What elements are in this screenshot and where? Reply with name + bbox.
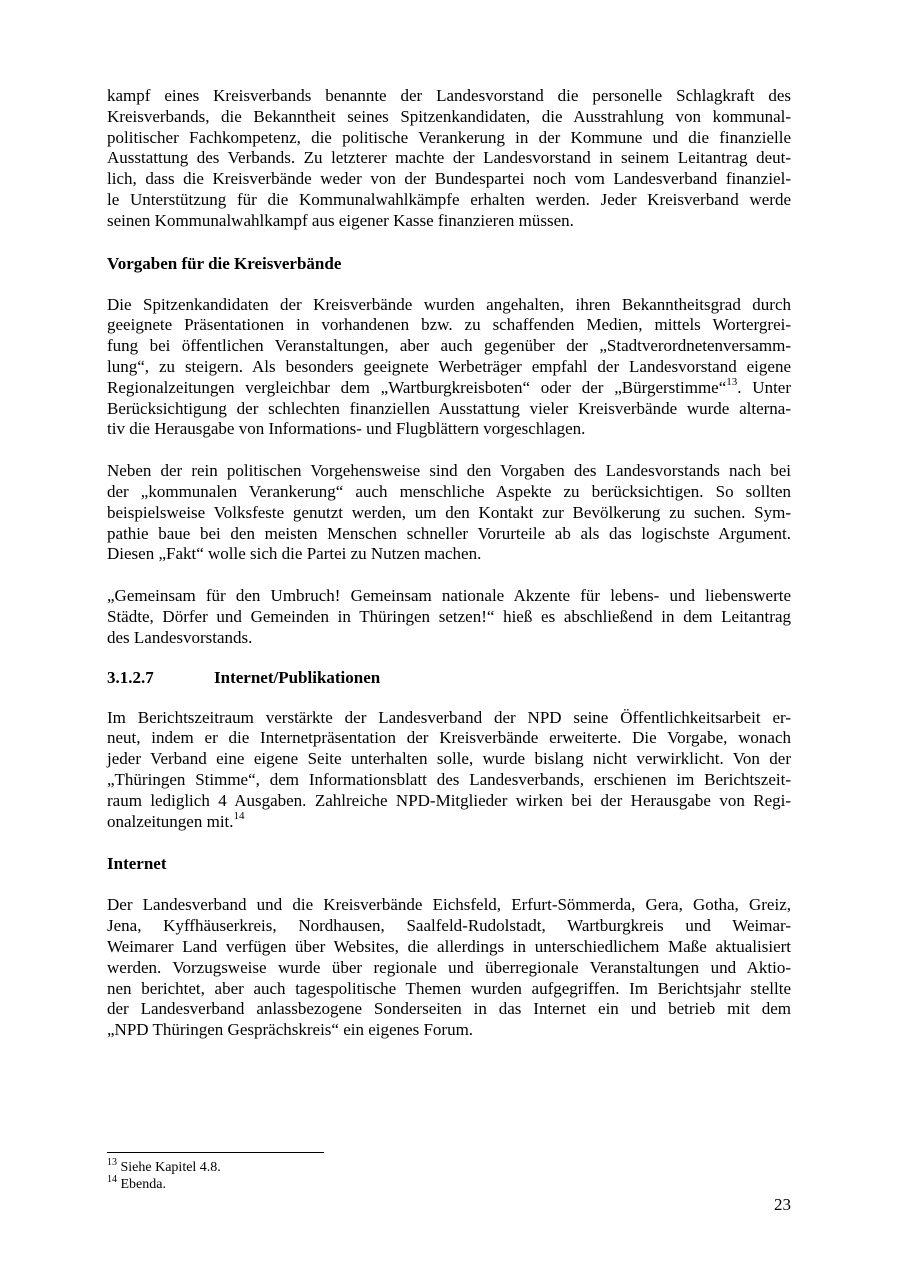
text-line: kampf eines Kreisverbands benannte der Landesvorstand die personelle Schlagkraft des bbox=[107, 86, 791, 105]
paragraph-menschliche-aspekte bbox=[107, 461, 791, 565]
text-line: neut, indem er die Internetpräsentation der Kreisverbände erweiterte. Die Vorgabe, wonach bbox=[107, 728, 791, 748]
footnotes bbox=[107, 1159, 507, 1193]
paragraph-internet bbox=[107, 895, 791, 1041]
text-line: geeignete Präsentationen in vorhandenen bzw. zu schaffenden Medien, mittels Wortergrei- bbox=[107, 315, 791, 335]
text-line: nen berichtet, aber auch tagespolitische Themen wurden aufgegriffen. Im Berichtsjahr stellte bbox=[107, 978, 791, 998]
paragraph-spitzenkandidaten bbox=[107, 295, 791, 441]
text-line: des Landesvorstands. bbox=[107, 627, 253, 647]
document-body bbox=[107, 86, 791, 1041]
text-line: lung“, zu steigern. Als besonders geeignete Werbeträger empfahl der Landesvorstand eigene bbox=[107, 356, 791, 376]
footnote-text: Ebenda. bbox=[120, 1177, 166, 1192]
subheading-internet: Internet bbox=[107, 854, 167, 874]
text-line: lich, dass die Kreisverbände weder von der Bundespartei noch vom Landesverband finanziel- bbox=[107, 169, 791, 189]
section-title: Internet/Publikationen bbox=[214, 667, 381, 687]
text-line: Städte, Dörfer und Gemeinden in Thüringen setzen!“ hieß es abschließend in dem Leitantrag bbox=[107, 606, 791, 626]
text-line: werden. Vorzugsweise wurde über regionale und überregionale Veranstaltungen und Aktio- bbox=[107, 957, 791, 977]
text-line: fung bei öffentlichen Veranstaltungen, aber auch gegenüber der „Stadtverordnetenversamm- bbox=[107, 336, 791, 356]
text-line: „NPD Thüringen Gesprächskreis“ ein eigenes Forum. bbox=[107, 1020, 474, 1040]
text-line: Diesen „Fakt“ wolle sich die Partei zu Nutzen machen. bbox=[107, 544, 482, 564]
text-line: „Thüringen Stimme“, dem Informationsblatt des Landesverbands, erschienen im Berichtszeit- bbox=[107, 769, 791, 789]
text-fragment: . Unter bbox=[737, 377, 791, 397]
text-line: Weimarer Land verfügen über Websites, die allerdings in unterschiedlichem Maße aktualisiert bbox=[107, 936, 791, 956]
footnote-14 bbox=[107, 1176, 507, 1193]
footnote-separator bbox=[107, 1152, 324, 1153]
text-line: Kreisverbands, die Bekanntheit seines Spitzenkandidaten, die Ausstrahlung von kommunal- bbox=[107, 106, 791, 126]
footnote-text: Siehe Kapitel 4.8. bbox=[120, 1160, 221, 1175]
text-line: jeder Verband eine eigene Seite unterhalten solle, wurde bislang nicht verwirklicht. Von der bbox=[107, 749, 791, 769]
paragraph-publikationen bbox=[107, 708, 791, 833]
text-fragment: Regionalzeitungen vergleichbar dem „Wartburgkreisboten“ oder der „Bürgerstimme“ bbox=[107, 377, 727, 397]
paragraph-leitantrag-quote bbox=[107, 586, 791, 648]
text-line: der Landesverband anlassbezogene Sonderseiten in das Internet ein und betrieb mit dem bbox=[107, 999, 791, 1019]
footnote-ref-13[interactable]: 13 bbox=[726, 376, 738, 389]
text-line: beispielsweise Volksfeste genutzt werden, um den Kontakt zur Bevölkerung zu suchen. Sym- bbox=[107, 502, 791, 522]
text-line bbox=[107, 378, 791, 399]
text-line: le Unterstützung für die Kommunalwahlkämpfe erhalten werden. Jeder Kreisverband werde bbox=[107, 189, 791, 209]
text-line: Die Spitzenkandidaten der Kreisverbände wurden angehalten, ihren Bekanntheitsgrad durch bbox=[107, 294, 791, 314]
text-line: der „kommunalen Verankerung“ auch menschliche Aspekte zu berücksichtigen. So sollten bbox=[107, 481, 791, 501]
footnote-ref-14[interactable]: 14 bbox=[233, 809, 245, 822]
text-line: tiv die Herausgabe von Informations- und Flugblättern vorgeschlagen. bbox=[107, 419, 586, 439]
page-number: 23 bbox=[774, 1195, 791, 1214]
subheading-vorgaben: Vorgaben für die Kreisverbände bbox=[107, 253, 342, 273]
paragraph-kreisverband-criteria bbox=[107, 86, 791, 232]
section-number: 3.1.2.7 bbox=[107, 667, 154, 687]
text-line: pathie baue bei den meisten Menschen schneller Vorurteile ab als das logischste Argument. bbox=[107, 523, 791, 543]
text-line: Berücksichtigung der schlechten finanziellen Ausstattung vieler Kreisverbände wurde alterna- bbox=[107, 398, 791, 418]
text-line: „Gemeinsam für den Umbruch! Gemeinsam nationale Akzente für lebens- und liebenswerte bbox=[107, 586, 791, 606]
section-heading bbox=[107, 667, 791, 688]
text-line: Neben der rein politischen Vorgehensweise sind den Vorgaben des Landesvorstands nach bei bbox=[107, 461, 791, 481]
text-line bbox=[107, 809, 791, 833]
text-line: Ausstattung des Verbands. Zu letzterer machte der Landesvorstand in seinem Leitantrag deut- bbox=[107, 148, 791, 168]
footnote-13 bbox=[107, 1159, 507, 1176]
footnote-number: 13 bbox=[107, 1157, 117, 1169]
footnote-number: 14 bbox=[107, 1174, 117, 1186]
text-line: Der Landesverband und die Kreisverbände Eichsfeld, Erfurt-Sömmerda, Gera, Gotha, Greiz, bbox=[107, 895, 791, 915]
text-line: seinen Kommunalwahlkampf aus eigener Kasse finanzieren müssen. bbox=[107, 210, 574, 230]
text-fragment: onalzeitungen mit. bbox=[107, 811, 234, 831]
text-line: Jena, Kyffhäuserkreis, Nordhausen, Saalfeld-Rudolstadt, Wartburgkreis und Weimar- bbox=[107, 916, 791, 936]
text-line: Im Berichtszeitraum verstärkte der Landesverband der NPD seine Öffentlichkeitsarbeit er- bbox=[107, 707, 791, 727]
text-line: politischer Fachkompetenz, die politische Verankerung in der Kommune und die finanzielle bbox=[107, 127, 791, 147]
text-line: raum lediglich 4 Ausgaben. Zahlreiche NPD-Mitglieder wirken bei der Herausgabe von Regi- bbox=[107, 790, 791, 810]
